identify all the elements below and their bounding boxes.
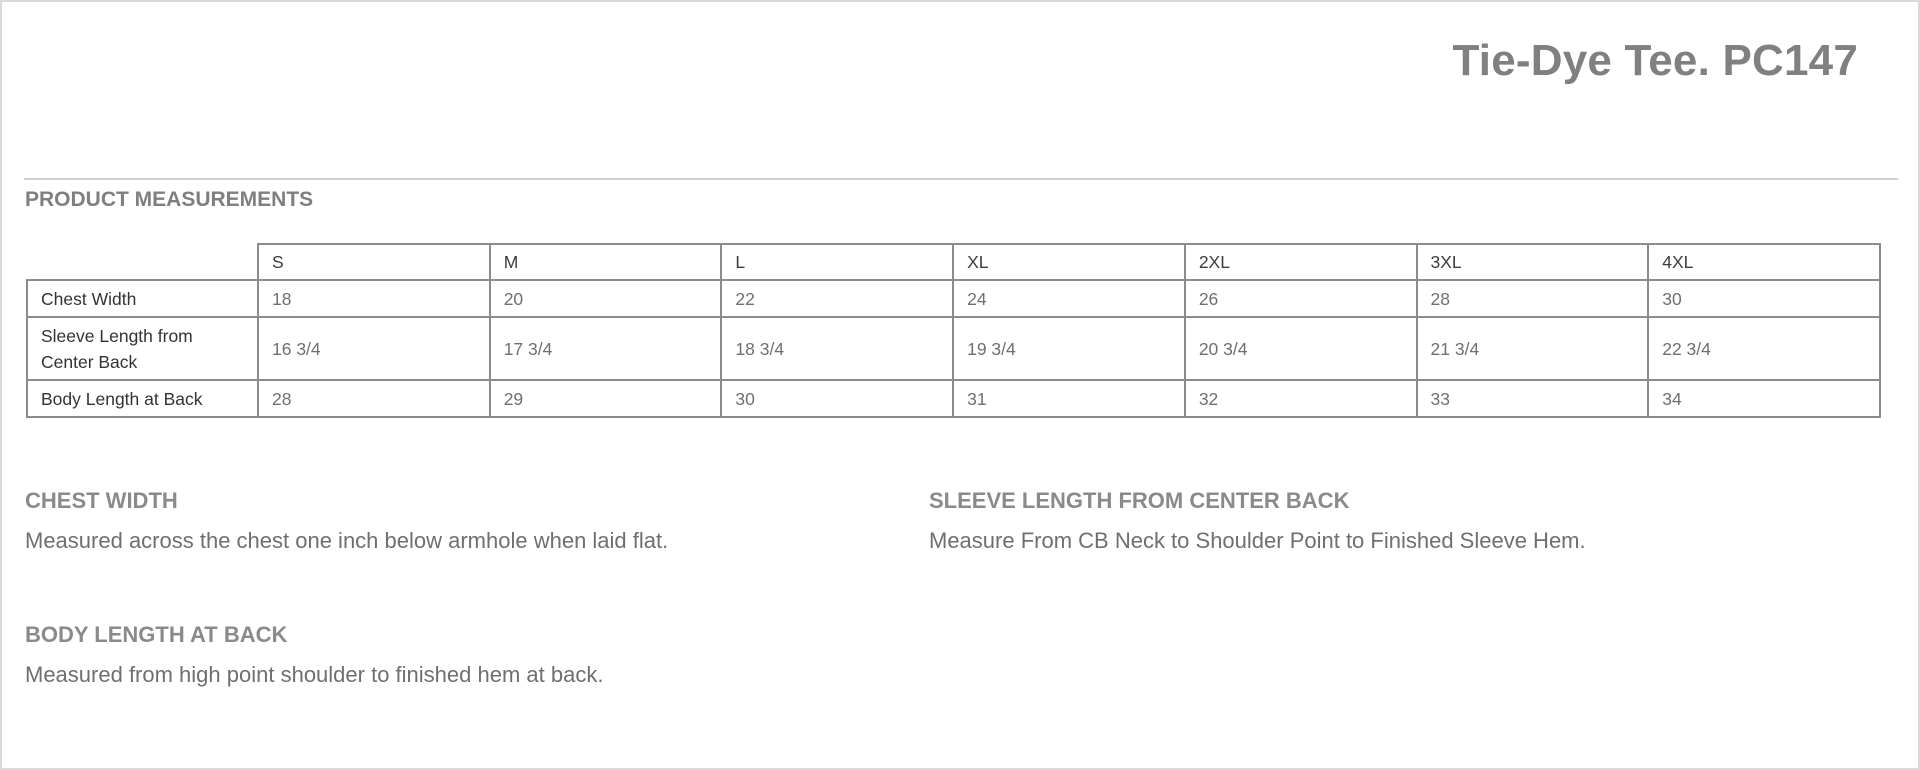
table-cell: 24 (953, 280, 1185, 317)
chest-width-definition-title: CHEST WIDTH (25, 488, 178, 513)
body-length-definition-title: BODY LENGTH AT BACK (25, 622, 288, 647)
sleeve-length-definition (929, 488, 1586, 554)
document-title: Tie-Dye Tee. PC147 (1452, 36, 1858, 85)
table-cell: 28 (1417, 280, 1649, 317)
table-cell: 21 3/4 (1417, 317, 1649, 380)
chest-width-definition (25, 488, 668, 554)
table-cell: 22 3/4 (1648, 317, 1880, 380)
table-cell: 18 3/4 (721, 317, 953, 380)
table-cell: 32 (1185, 380, 1417, 417)
table-cell: 16 3/4 (258, 317, 490, 380)
size-header-3xl: 3XL (1417, 244, 1649, 280)
size-header-s: S (258, 244, 490, 280)
size-header-m: M (490, 244, 722, 280)
section-heading: PRODUCT MEASUREMENTS (25, 188, 314, 211)
table-row-body-length (27, 380, 1880, 417)
size-header-2xl: 2XL (1185, 244, 1417, 280)
header-divider (24, 178, 1898, 180)
size-header-xl: XL (953, 244, 1185, 280)
table-cell: 18 (258, 280, 490, 317)
row-label-sleeve-length: Sleeve Length from Center Back (27, 317, 258, 380)
size-header-l: L (721, 244, 953, 280)
table-cell: 19 3/4 (953, 317, 1185, 380)
table-cell: 28 (258, 380, 490, 417)
table-cell: 29 (490, 380, 722, 417)
table-row-sleeve-length (27, 317, 1880, 380)
table-cell: 33 (1417, 380, 1649, 417)
table-cell: 17 3/4 (490, 317, 722, 380)
chest-width-definition-text: Measured across the chest one inch below armhole when laid flat. (25, 528, 669, 553)
sleeve-length-definition-title: SLEEVE LENGTH FROM CENTER BACK (929, 488, 1350, 513)
body-length-definition-text: Measured from high point shoulder to finished hem at back. (25, 662, 604, 687)
size-header-row (27, 244, 1880, 280)
table-cell: 30 (1648, 280, 1880, 317)
table-cell: 20 (490, 280, 722, 317)
table-cell: 30 (721, 380, 953, 417)
row-label-body-length: Body Length at Back (27, 380, 258, 417)
table-cell: 20 3/4 (1185, 317, 1417, 380)
measurements-table (26, 243, 1881, 418)
table-cell: 34 (1648, 380, 1880, 417)
table-corner-cell (27, 244, 258, 280)
table-cell: 26 (1185, 280, 1417, 317)
sleeve-length-definition-text: Measure From CB Neck to Shoulder Point to Finished Sleeve Hem. (929, 528, 1586, 553)
table-cell: 31 (953, 380, 1185, 417)
body-length-definition (25, 622, 603, 688)
row-label-chest-width: Chest Width (27, 280, 258, 317)
table-cell: 22 (721, 280, 953, 317)
size-header-4xl: 4XL (1648, 244, 1880, 280)
table-row-chest-width (27, 280, 1880, 317)
